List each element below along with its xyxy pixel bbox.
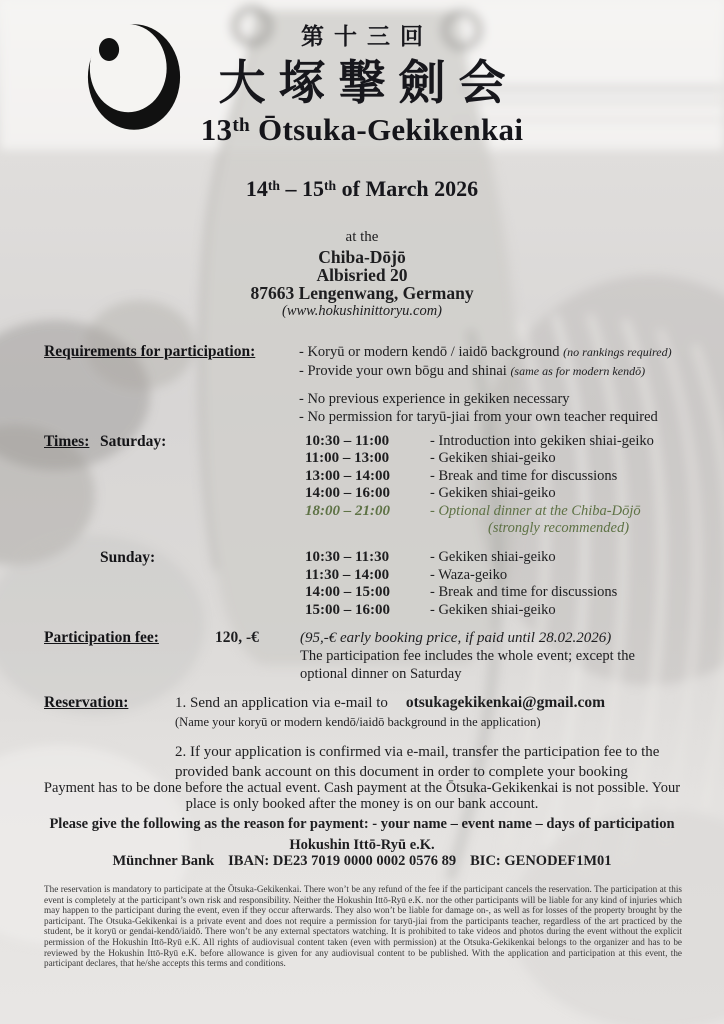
venue-city: 87663 Lengenwang, Germany: [250, 283, 474, 303]
bank-name: Münchner Bank: [112, 853, 215, 869]
requirement-item: [299, 408, 709, 427]
kanji-edition-line: 第十三回: [301, 24, 433, 49]
times-label: Times:: [44, 433, 90, 450]
bank-iban: IBAN: DE23 7019 0000 0002 0576 89: [228, 853, 457, 869]
requirement-item: [299, 390, 709, 409]
venue-name: Chiba-Dōjō: [318, 247, 406, 267]
schedule-activity: - Break and time for discussions: [430, 584, 618, 601]
requirement-text: - Koryū or modern kendō / iaidō background: [299, 344, 564, 360]
event-date: [0, 176, 724, 202]
fee-includes-note: The participation fee includes the whole event; except the optional dinner on Saturday: [300, 648, 635, 682]
requirements-list: [299, 343, 709, 427]
schedule-activity: - Waza-geiko: [430, 566, 508, 583]
date-day1: 14: [245, 176, 268, 201]
schedule-time: 13:00 – 14:00: [305, 467, 390, 484]
requirement-note: (no rankings required): [563, 345, 672, 359]
title-ordinal: th: [232, 115, 250, 137]
bank-details: [0, 853, 724, 869]
schedule-time: 14:00 – 16:00: [305, 485, 390, 502]
payment-reason: Please give the following as the reason for payment: - your name – event name – days of participation: [49, 815, 675, 832]
schedule-activity: - Optional dinner at the Chiba-Dōjō: [430, 502, 641, 519]
requirement-note: (same as for modern kendō): [510, 363, 646, 378]
schedule-row: [0, 602, 724, 619]
reservation-step1-note: (Name your koryū or modern kendō/iaidō background in the application): [175, 715, 541, 729]
requirement-text: - Provide your own bōgu and shinai: [299, 362, 511, 379]
schedule-row: [0, 468, 724, 485]
schedule-activity-note: (strongly recommended): [488, 520, 630, 537]
times-section: [0, 433, 724, 619]
day-block: [0, 549, 724, 619]
day-label: Sunday:: [100, 549, 156, 567]
reservation-step1: [175, 694, 705, 712]
schedule-activity: - Break and time for discussions: [430, 467, 618, 484]
schedule-row: [0, 584, 724, 601]
date-sup1: th: [267, 177, 281, 193]
requirement-text: - No previous experience in gekiken necessary: [299, 390, 570, 407]
schedule-row: [0, 503, 724, 520]
schedule-activity: - Gekiken shiai-geiko: [430, 485, 556, 502]
schedule-time: 18:00 – 21:00: [305, 502, 390, 519]
bank-bic: BIC: GENODEF1M01: [470, 853, 612, 869]
fee-amount: 120, -€: [215, 629, 259, 646]
fee-details: [300, 629, 695, 683]
reservation-step2: 2. If your application is confirmed via e-mail, transfer the participation fee to the provided bank account on this document in order to complete your booking: [175, 744, 660, 780]
fee-early-booking-note: (95,-€ early booking price, if paid until 28.02.2026): [300, 630, 612, 646]
requirement-item: [299, 343, 709, 362]
date-sup2: th: [324, 177, 337, 193]
schedule-time: 11:30 – 14:00: [305, 566, 390, 583]
reservation-steps: [175, 694, 705, 782]
day-block: [0, 433, 724, 537]
bank-organization: Hokushin Ittō-Ryū e.K.: [289, 837, 435, 853]
schedule-row: [0, 567, 724, 584]
requirement-item: [299, 362, 709, 381]
schedule-time: 15:00 – 16:00: [305, 601, 390, 618]
reservation-step1-text: 1. Send an application via e-mail to: [175, 695, 388, 711]
schedule-row-continuation: [0, 520, 724, 537]
times-days: [0, 433, 724, 619]
requirement-text: - No permission for taryū-jiai from your own teacher required: [299, 409, 658, 426]
schedule-time: 10:30 – 11:00: [305, 433, 390, 449]
payment-section: [0, 781, 724, 833]
schedule-time-empty: [305, 520, 430, 537]
title-number: 13: [200, 112, 233, 147]
schedule-row: [0, 485, 724, 502]
fee-label: Participation fee:: [44, 629, 159, 646]
kanji-title: 大塚撃劍会: [218, 58, 519, 110]
schedule-activity: - Gekiken shiai-geiko: [430, 601, 556, 618]
title-rest: Ōtsuka-Gekikenkai: [250, 112, 524, 147]
reservation-email: otsukagekikenkai@gmail.com: [405, 694, 606, 711]
event-title: [0, 112, 724, 148]
schedule-activity: - Introduction into gekiken shiai-geiko: [430, 433, 654, 449]
schedule-activity: - Gekiken shiai-geiko: [430, 549, 556, 566]
venue-intro: at the: [345, 229, 379, 245]
requirements-label: Requirements for participation:: [44, 343, 256, 360]
venue-street: Albisried 20: [316, 265, 408, 285]
reservation-label: Reservation:: [44, 694, 129, 711]
terms-fine-print: The reservation is mandatory to participate at the Ōtsuka-Gekikenkai. There won’t be any refund of the fee if the participant cancels the reservation. The participation at this event is completely at the participant’s own risk and responsibility. Neither the Hokushin Ittō-Ryū e.K. nor the other participants will be liable for any kind of injuries which may happen to the participant during the event, even if they occur afterwards. They also won’t be liable for damage on-, as well as for losses of the property brought by the participant. The Otsuka-Gekikenkai is a private event and does not require a permission for taryū-jiai from the participants teacher, regardless of the art practiced by the student, be it koryū or gendai-kendō/iaidō. There won’t be any external spectators watching. It is prohibited to take videos and photos during the event without the explicit permission of the Hokushin Ittō-Ryū e.K. All rights of audiovisual content taken (even with permission) at the Otsuka-Gekikenkai belongs to the organizer and has to be reviewed by the Hokushin Ittō-Ryū e.K. before allowance is given for any audiovisual content to be published. With the application and participation at this event, the participant declares, that he/she accepts this terms and conditions.: [44, 884, 682, 969]
schedule-time: 10:30 – 11:30: [305, 549, 390, 566]
schedule-row: [0, 450, 724, 467]
date-day2: – 15: [280, 176, 325, 201]
date-month: of March 2026: [336, 176, 479, 201]
schedule-time: 14:00 – 15:00: [305, 584, 390, 601]
venue-website: (www.hokushinittoryu.com): [281, 303, 443, 319]
bank-section: [0, 837, 724, 869]
payment-notice: Payment has to be done before the actual event. Cash payment at the Ōtsuka-Gekikenkai is not possible. Your place is only booked after the money is on our bank account.: [43, 780, 681, 812]
day-label: Saturday:: [100, 433, 167, 450]
schedule-time: 11:00 – 13:00: [305, 450, 390, 467]
schedule-activity: - Gekiken shiai-geiko: [430, 450, 556, 467]
